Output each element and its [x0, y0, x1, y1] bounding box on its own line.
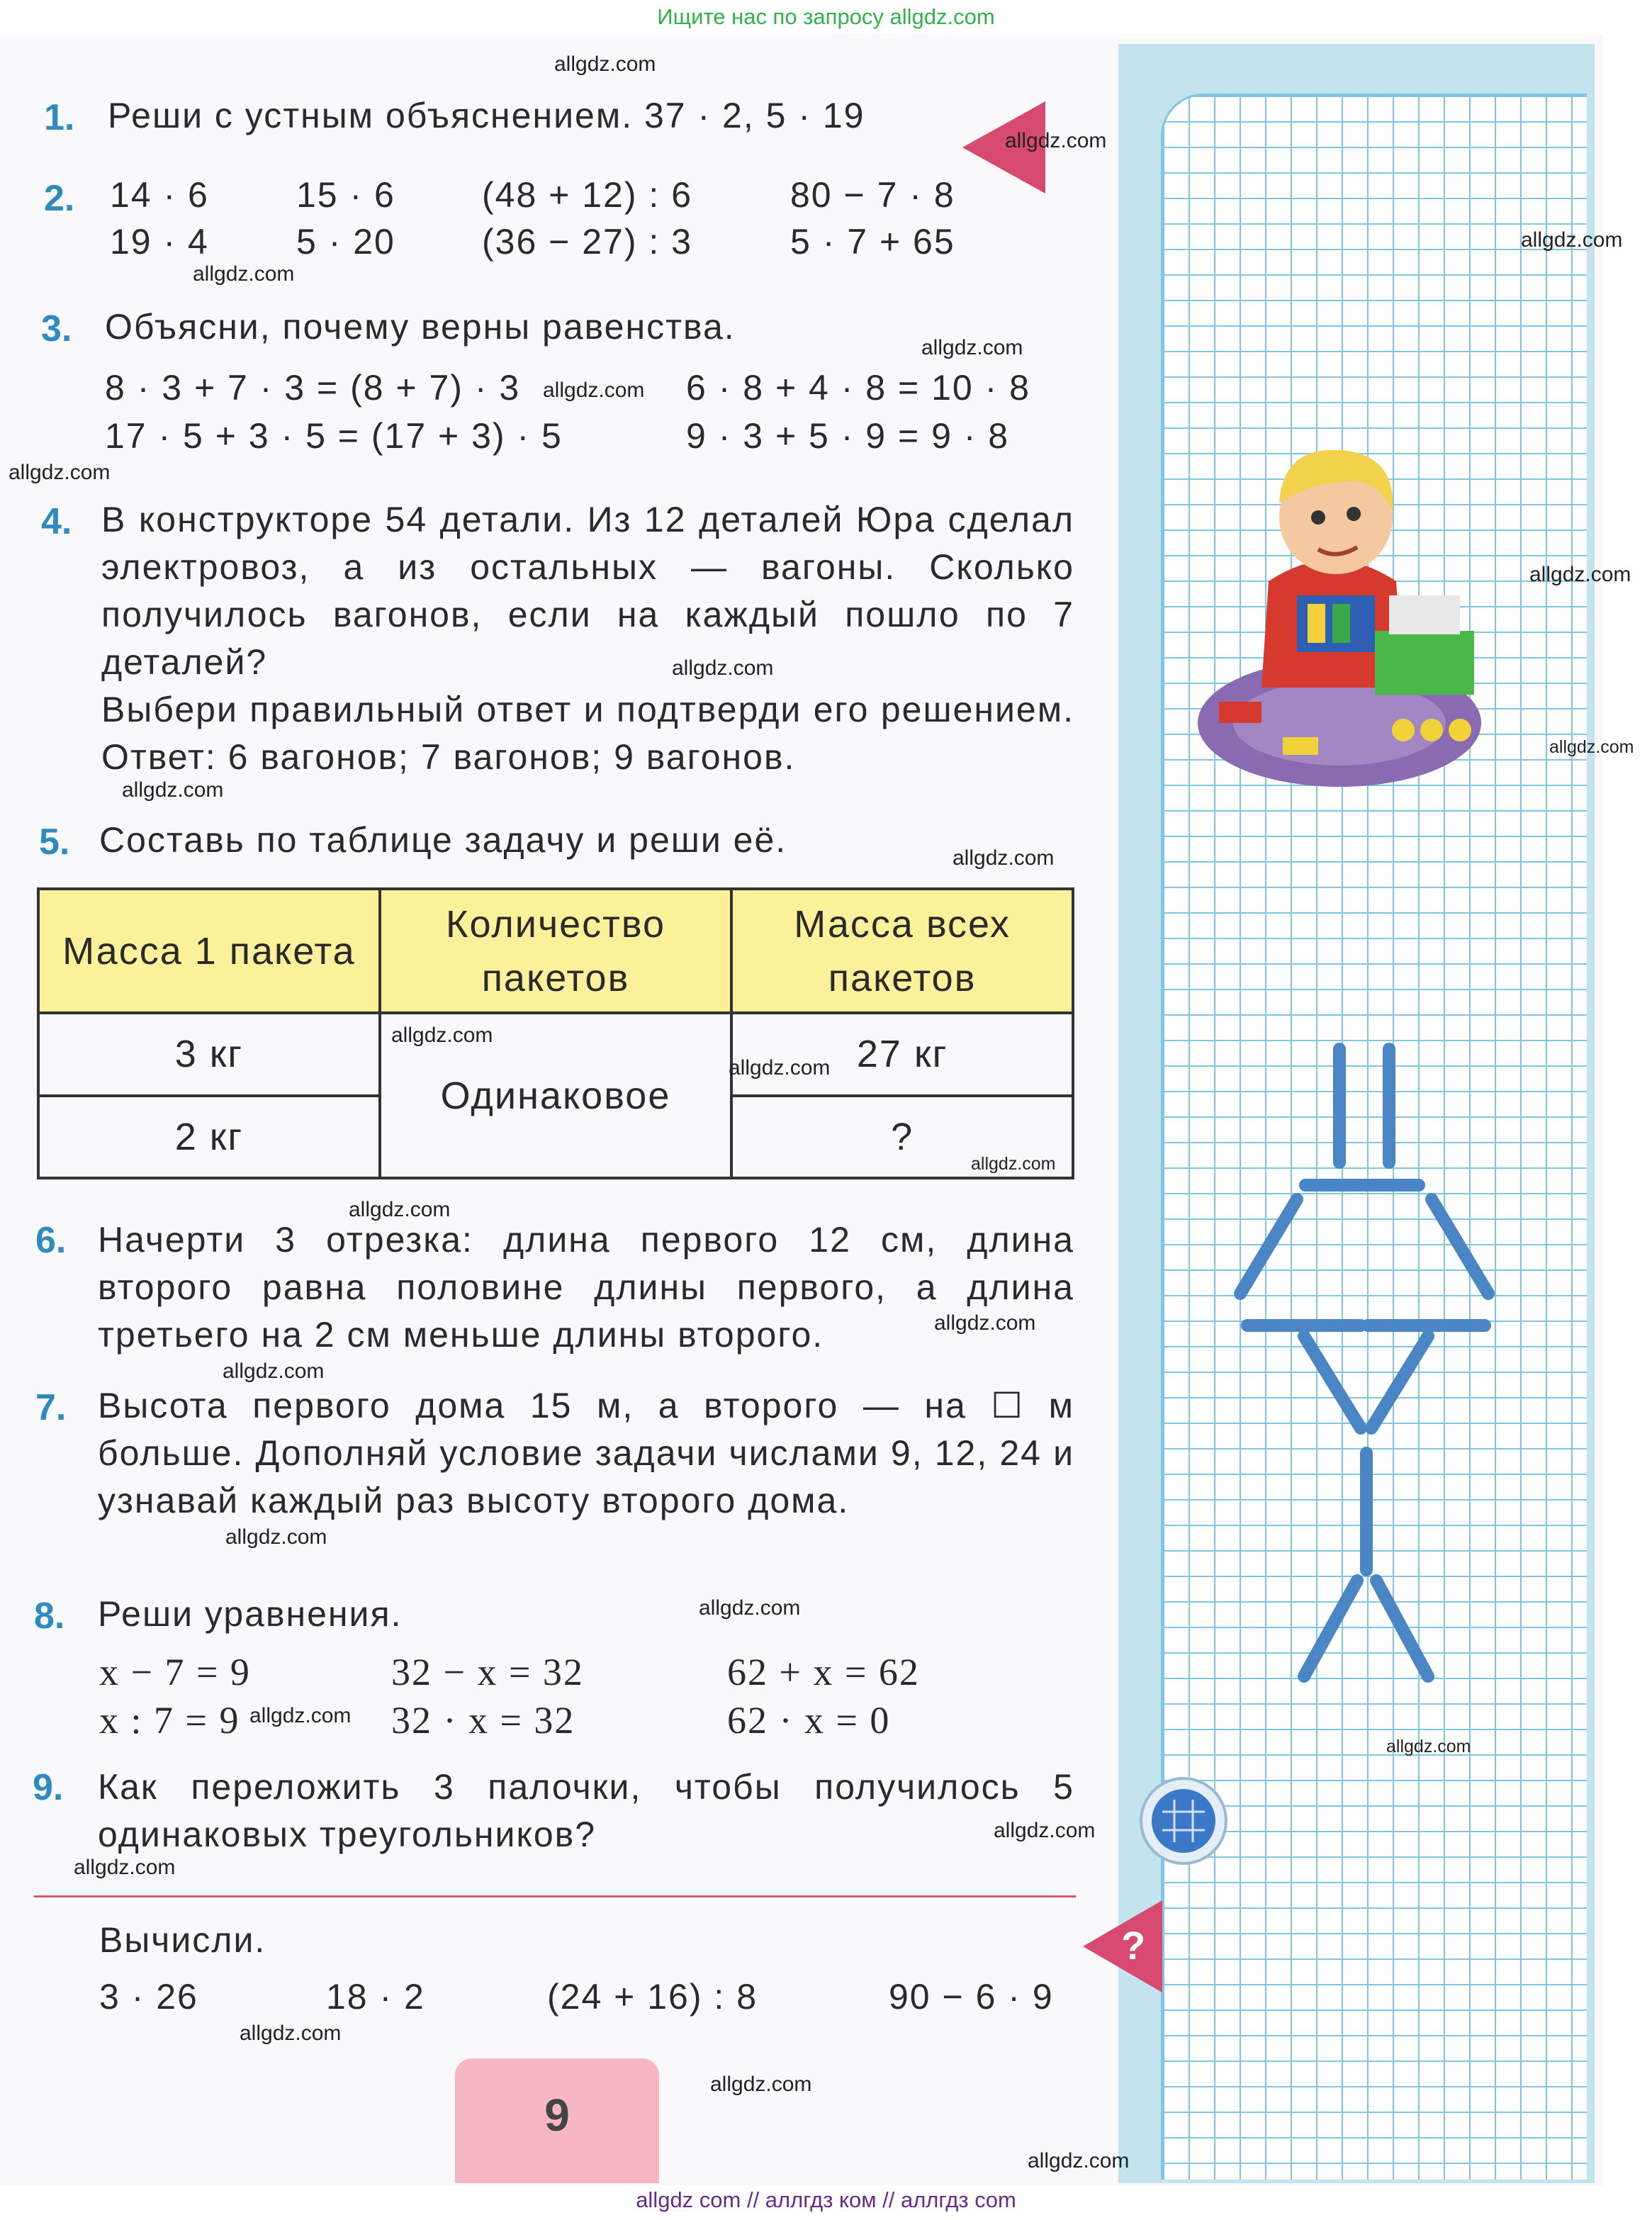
- watermark: allgdz.com: [9, 461, 111, 484]
- watermark: allgdz.com: [710, 2073, 812, 2096]
- task-8-equation: x − 7 = 9: [99, 1651, 251, 1693]
- task-2-expr: 19 · 4: [110, 222, 209, 262]
- compute-expr: 18 · 2: [326, 1977, 425, 2017]
- task-8-equation: 62 + x = 62: [727, 1651, 920, 1693]
- question-mark: ?: [1121, 1923, 1146, 1968]
- task-4-text: В конструкторе 54 детали. Из 12 деталей Юра сделал электровоз, а из остальных — вагоны. Сколько получилось вагонов, если на каждый пошло по 7 деталей?: [101, 500, 1074, 682]
- task-5-number: 5.: [39, 822, 70, 863]
- task-1-text: Реши с устным объяснением. 37 · 2, 5 · 19: [108, 96, 865, 135]
- task-8-equation: 32 − x = 32: [391, 1651, 584, 1693]
- task-6-number: 6.: [35, 1220, 67, 1261]
- task-3-equality: 6 · 8 + 4 · 8 = 10 · 8: [686, 368, 1030, 408]
- task-8-number: 8.: [34, 1596, 65, 1637]
- sticks-puzzle-figure: [1226, 1035, 1510, 1701]
- task-3-equality: 9 · 3 + 5 · 9 = 9 · 8: [686, 416, 1010, 456]
- task-9-text: Как переложить 3 палочки, чтобы получилось 5 одинаковых треугольников?: [98, 1767, 1074, 1854]
- watermark: allgdz.com: [1028, 2149, 1130, 2173]
- table-cell: 27 кг: [731, 1013, 1073, 1096]
- task-4-number: 4.: [41, 501, 72, 542]
- watermark: allgdz.com: [953, 846, 1055, 870]
- watermark: allgdz.com: [223, 1360, 325, 1383]
- task-7-text: Высота первого дома 15 м, а второго — на ☐ м больше. Дополняй условие задачи числами 9, 12, 24 и узнавай каждый раз высоту второго дома.: [98, 1386, 1074, 1520]
- task-6-text: Начерти 3 отрезка: длина первого 12 см, длина второго равна половине длины первого, а длина третьего на 2 см меньше длины второго.: [98, 1220, 1074, 1355]
- table-cell: ?: [731, 1096, 1073, 1179]
- watermark: allgdz.com: [994, 1819, 1096, 1842]
- watermark: allgdz.com: [1521, 228, 1623, 252]
- table-cell: 2 кг: [38, 1096, 380, 1179]
- site-banner-bottom[interactable]: allgdz com // аллгдз ком // аллгдз com: [636, 2187, 1016, 2212]
- task-7-number: 7.: [35, 1387, 67, 1428]
- task-2-expr: 5 · 7 + 65: [790, 222, 955, 262]
- task-2-expr: (48 + 12) : 6: [482, 175, 692, 215]
- watermark: allgdz.com: [225, 1525, 327, 1549]
- task-3-equality: 17 · 5 + 3 · 5 = (17 + 3) · 5: [105, 416, 563, 456]
- task-2-expr: 15 · 6: [296, 175, 395, 215]
- compute-title: Вычисли.: [99, 1920, 266, 1960]
- watermark: allgdz.com: [971, 1154, 1056, 1174]
- task-2-expr: 80 − 7 · 8: [790, 175, 955, 215]
- task-2-number: 2.: [44, 178, 75, 219]
- table-cell: 3 кг: [38, 1013, 380, 1096]
- task-9-number: 9.: [33, 1767, 64, 1808]
- watermark: allgdz.com: [1386, 1737, 1471, 1756]
- task-3-equality: 8 · 3 + 7 · 3 = (8 + 7) · 3: [105, 368, 521, 408]
- task-8-text: Реши уравнения.: [98, 1594, 403, 1634]
- task-8-equation: 62 · x = 0: [727, 1699, 891, 1742]
- watermark: allgdz.com: [543, 379, 645, 402]
- watermark: allgdz.com: [391, 1024, 493, 1047]
- table-header-mass-one: Масса 1 пакета: [38, 889, 380, 1013]
- watermark: allgdz.com: [672, 656, 774, 680]
- compute-expr: 90 − 6 · 9: [889, 1977, 1054, 2017]
- table-header-count: Количество пакетов: [380, 889, 731, 1013]
- task-8-equation: x : 7 = 9: [99, 1699, 240, 1742]
- watermark: allgdz.com: [249, 1704, 352, 1727]
- watermark: allgdz.com: [554, 52, 656, 76]
- task-4-answer-text: Выбери правильный ответ и подтверди его решением. Ответ: 6 вагонов; 7 вагонов; 9 вагонов.: [101, 690, 1074, 777]
- watermark: allgdz.com: [349, 1198, 451, 1221]
- watermark: allgdz.com: [1529, 563, 1631, 586]
- watermark: allgdz.com: [729, 1056, 831, 1080]
- task-3-number: 3.: [41, 308, 72, 349]
- compute-expr: (24 + 16) : 8: [547, 1977, 758, 2017]
- boy-building-blocks-illustration: [1191, 418, 1488, 801]
- watermark: allgdz.com: [934, 1311, 1036, 1335]
- grid-button-icon[interactable]: [1137, 1775, 1230, 1867]
- watermark: allgdz.com: [240, 2022, 342, 2045]
- task-1-number: 1.: [44, 97, 75, 138]
- watermark: allgdz.com: [1549, 737, 1634, 757]
- task-8-equation: 32 · x = 32: [391, 1699, 575, 1742]
- divider-line: [34, 1895, 1076, 1897]
- task-2-expr: (36 − 27) : 3: [482, 222, 692, 262]
- task-5-text: Составь по таблице задачу и реши её.: [99, 820, 787, 860]
- page-number: 9: [455, 2058, 659, 2183]
- watermark: allgdz.com: [921, 336, 1023, 359]
- watermark: allgdz.com: [1005, 129, 1107, 152]
- table-header-mass-all: Масса всех пакетов: [731, 889, 1073, 1013]
- watermark: allgdz.com: [122, 778, 224, 802]
- site-banner-top[interactable]: Ищите нас по запросу allgdz.com: [657, 4, 995, 29]
- watermark: allgdz.com: [193, 262, 295, 286]
- task-2-expr: 14 · 6: [110, 175, 209, 215]
- watermark: allgdz.com: [699, 1596, 801, 1620]
- watermark: allgdz.com: [74, 1856, 176, 1879]
- task-2-expr: 5 · 20: [296, 222, 395, 262]
- task-5-table: [37, 887, 1074, 1179]
- task-3-text: Объясни, почему верны равенства.: [105, 307, 736, 347]
- compute-expr: 3 · 26: [99, 1977, 198, 2017]
- table-cell-same: Одинаковое: [380, 1013, 731, 1178]
